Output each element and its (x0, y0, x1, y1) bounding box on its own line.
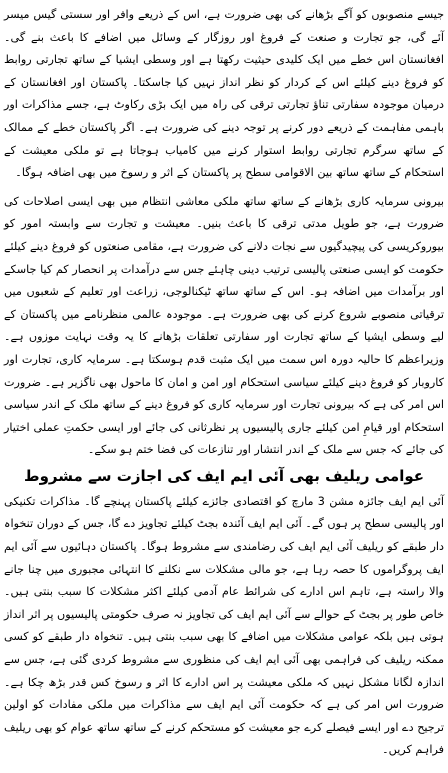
article-paragraph-2: بیرونی سرمایہ کاری بڑھانے کے ساتھ ساتھ ملکی معاشی انتظام میں بھی ایسی اصلاحات کی ضرورت ہے، جو طویل مدتی ترقی کا باعث بنیں۔ معیشت و تجارت سے وابستہ امور کو بیوروکریسی کی پیچیدگیوں سے نجات دلانے کی ضرورت ہے، مقامی صنعتوں کو فروغ دینے کیلئے حکومت کو ایسی صنعتی پالیسی ترتیب دینی چاہئے جس سے درآمدات پر انحصار کم کیا جاسکے اور برآمدات میں اضافہ ہو۔ اس کے ساتھ ساتھ ٹیکنالوجی، زراعت اور تعلیم کے شعبوں میں ترقیاتی منصوبے شروع کرنے کی بھی ضرورت ہے۔ موجودہ عالمی منظرنامے میں پاکستان کے لیے وسطی ایشیا کے ساتھ تجارت اور سفارتی تعلقات بڑھانے کا یہ وقت نہایت موزوں ہے۔ وزیراعظم کا حالیہ دورہ اس سمت میں ایک مثبت قدم ہوسکتا ہے۔ سرمایہ کاری، تجارت اور کاروبار کو فروغ دینے کیلئے سیاسی استحکام اور امن و امان کا ماحول بھی ناگزیر ہے۔ ضرورت اس امر کی ہے کہ بیرونی تجارت اور سرمایہ کاری کو فروغ دینے کے ساتھ ملک کے اندر سیاسی استحکام اور قیامِ امن کیلئے جاری پالیسیوں پر نظرثانی کی جائے اور ایسی حکمتِ عملی اختیار کی جائے کہ جس سے ملک کے اندر انتشار اور تنازعات کی فضا ختم ہو سکے۔ (4, 194, 444, 457)
article-paragraph-3: آئی ایم ایف جائزہ مشن 3 مارچ کو اقتصادی جائزے کیلئے پاکستان پہنچے گا۔ مذاکرات تکنیکی اور پالیسی سطح پر ہوں گے۔ آئی ایم ایف آئندہ بجٹ کیلئے تجاویز دے گا، جس کے دوران تنخواہ دار طبقے کو ریلیف آئی ایم ایف کی رضامندی سے مشروط ہوگا۔ پاکستان دہائیوں سے آئی ایم ایف پروگراموں کا حصہ رہا ہے، جو مالی مشکلات سے نکلنے کا انتہائی مجبوری میں چنا جانے والا راستہ ہے، تاہم اس ادارے کی شرائط عام آدمی کیلئے اکثر مشکلات کا سبب بنتی ہیں۔ خاص طور پر بجٹ کے حوالے سے آئی ایم ایف کی تجاویز نہ صرف حکومتی پالیسیوں پر اثر انداز ہوتی ہیں بلکہ عوامی مشکلات میں اضافے کا بھی سبب بنتی ہیں۔ تنخواہ دار طبقے کو کسی ممکنہ ریلیف کی فراہمی بھی آئی ایم ایف کی منظوری سے مشروط کردی گئی ہے، جس سے اندازہ لگانا مشکل نہیں کہ ملکی معیشت پر اس ادارے کا اثر و رسوخ کس قدر بڑھ چکا ہے۔ ضرورت اس امر کی ہے کہ حکومت آئی ایم ایف سے مذاکرات میں ملکی مفادات کو اولین ترجیح دے اور ایسے فیصلے کرے جو معیشت کو مستحکم کرنے کے ساتھ ساتھ عوام کو بھی ریلیف فراہم کریں۔ (4, 494, 445, 757)
section-heading: عوامی ریلیف بھی آئی ایم ایف کی اجازت سے مشروط (24, 466, 424, 485)
article-paragraph-1: جیسے منصوبوں کو آگے بڑھانے کی بھی ضرورت ہے، اس کے ذریعے وافر اور سستی گیس میسر آئے گی، جو تجارت و صنعت کے فروغ اور روزگار کے وسائل میں اضافے کا باعث بنے گی۔ افغانستان اس خطے میں ایک کلیدی حیثیت رکھتا ہے اور وسطی ایشیا کے ساتھ تجارتی روابط کو فروغ دینے کیلئے اس کے کردار کو نظر انداز نہیں کیا جاسکتا۔ پاکستان اور افغانستان کے درمیان موجودہ سفارتی تناؤ تجارتی ترقی کی راہ میں ایک بڑی رکاوٹ ہے، جسے مذاکرات اور باہمی مفاہمت کے ذریعے دور کرنے پر توجہ دینے کی ضرورت ہے۔ اگر پاکستان خطے کے ممالک کے ساتھ سرگرم تجارتی روابط استوار کرنے میں کامیاب ہوجاتا ہے تو ملکی معیشت کے استحکام کے ساتھ ساتھ بین الاقوامی سطح پر پاکستان کے اثر و رسوخ میں بھی اضافہ ہوگا۔ (4, 8, 444, 180)
article-page (4, 4, 444, 762)
